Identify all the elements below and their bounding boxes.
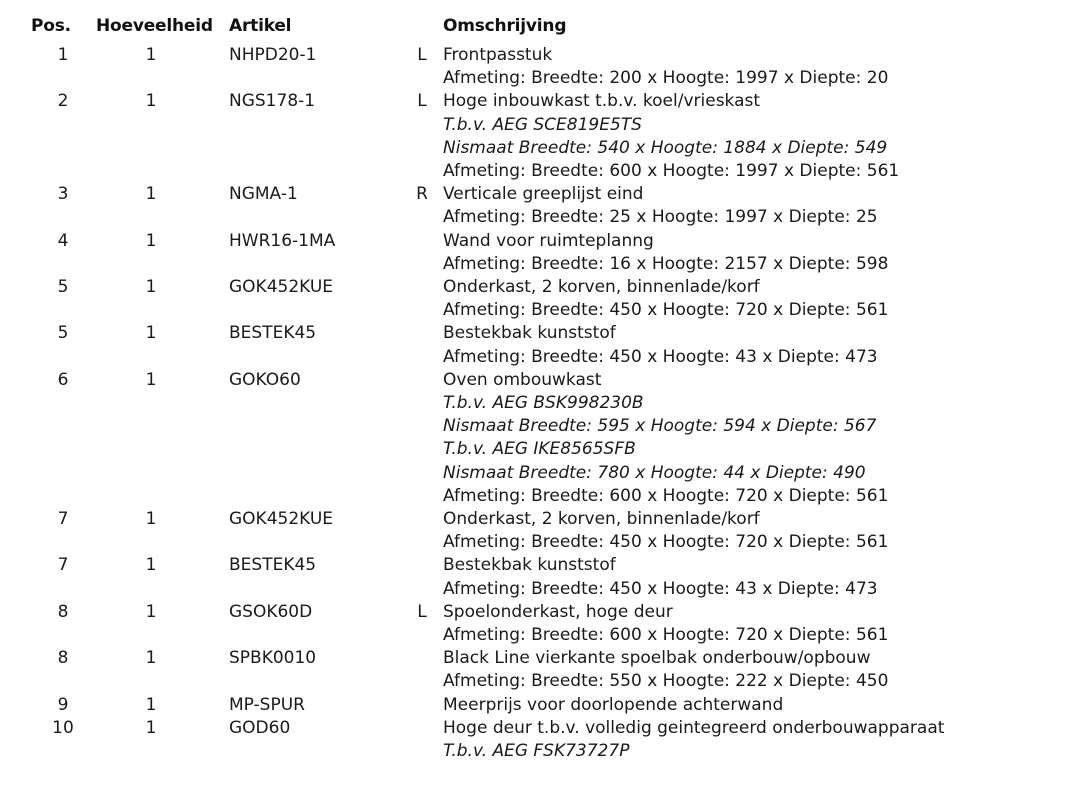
row-description — [443, 508, 888, 554]
description-detail-line: Nismaat Breedte: 540 x Hoogte: 1884 x Diepte: 549 — [443, 137, 888, 158]
row-pos: 9 — [57, 694, 69, 715]
row-article-code: NGS178-1 — [229, 91, 316, 112]
header-description: Omschrijving — [443, 16, 567, 36]
description-line: Hoge deur t.b.v. volledig geintegreerd onderbouwapparaat — [443, 717, 945, 738]
row-article-code: MP-SPUR — [229, 694, 305, 715]
description-detail-line: T.b.v. AEG BSK998230B — [443, 392, 644, 413]
row-article-code: GOKO60 — [229, 369, 301, 390]
row-quantity: 1 — [145, 369, 157, 390]
row-side: L — [417, 91, 427, 112]
row-article-code: BESTEK45 — [229, 323, 317, 344]
row-pos: 1 — [57, 45, 69, 65]
row-quantity: 1 — [145, 230, 157, 251]
header-pos: Pos. — [31, 16, 71, 36]
row-quantity: 1 — [145, 91, 157, 112]
description-detail-line: Nismaat Breedte: 595 x Hoogte: 594 x Diepte: 567 — [443, 416, 877, 437]
row-pos: 2 — [57, 91, 69, 112]
description-detail-line: T.b.v. AEG FSK73727P — [443, 740, 630, 761]
row-article-code: GOK452KUE — [229, 277, 334, 297]
row-quantity: 1 — [145, 555, 157, 576]
description-line: Afmeting: Breedte: 450 x Hoogte: 720 x Diepte: 561 — [443, 532, 889, 553]
description-line: Afmeting: Breedte: 600 x Hoogte: 1997 x Diepte: 561 — [443, 160, 900, 181]
description-detail-line: T.b.v. AEG SCE819E5TS — [443, 114, 642, 135]
description-line: Hoge inbouwkast t.b.v. koel/vrieskast — [443, 91, 761, 112]
row-description — [443, 694, 783, 717]
row-quantity: 1 — [145, 184, 157, 205]
row-pos: 7 — [57, 509, 69, 529]
description-line: Afmeting: Breedte: 450 x Hoogte: 720 x Diepte: 561 — [443, 300, 889, 321]
row-pos: 10 — [52, 717, 74, 738]
row-quantity: 1 — [145, 277, 157, 297]
row-description — [443, 369, 888, 508]
row-quantity: 1 — [145, 717, 157, 738]
row-description — [443, 322, 878, 368]
row-quantity: 1 — [145, 323, 157, 344]
description-line: Bestekbak kunststof — [443, 555, 616, 576]
row-pos: 7 — [57, 555, 69, 576]
row-quantity: 1 — [145, 509, 157, 529]
row-pos: 4 — [57, 230, 69, 251]
row-quantity: 1 — [145, 601, 157, 622]
description-line: Meerprijs voor doorlopende achterwand — [443, 694, 784, 715]
row-article-code: GOD60 — [229, 717, 291, 738]
row-quantity: 1 — [145, 45, 157, 65]
description-line: Onderkast, 2 korven, binnenlade/korf — [443, 277, 760, 297]
description-line: Spoelonderkast, hoge deur — [443, 601, 673, 622]
row-description — [443, 230, 888, 276]
description-line: Afmeting: Breedte: 450 x Hoogte: 43 x Diepte: 473 — [443, 346, 878, 367]
description-line: Black Line vierkante spoelbak onderbouw/opbouw — [443, 648, 871, 669]
row-pos: 3 — [57, 184, 69, 205]
row-quantity: 1 — [145, 694, 157, 715]
row-article-code: GSOK60D — [229, 601, 313, 622]
row-article-code: GOK452KUE — [229, 509, 334, 529]
description-detail-line: T.b.v. AEG IKE8565SFB — [443, 439, 636, 460]
description-line: Oven ombouwkast — [443, 369, 602, 390]
description-line: Afmeting: Breedte: 200 x Hoogte: 1997 x Diepte: 20 — [443, 68, 889, 89]
description-line: Afmeting: Breedte: 550 x Hoogte: 222 x Diepte: 450 — [443, 671, 889, 692]
row-description — [443, 717, 944, 763]
header-article: Artikel — [229, 16, 292, 36]
description-line: Afmeting: Breedte: 16 x Hoogte: 2157 x Diepte: 598 — [443, 253, 889, 274]
row-description — [443, 183, 878, 229]
row-article-code: HWR16-1MA — [229, 230, 336, 251]
row-pos: 8 — [57, 601, 69, 622]
description-line: Afmeting: Breedte: 600 x Hoogte: 720 x Diepte: 561 — [443, 485, 889, 506]
description-detail-line: Nismaat Breedte: 780 x Hoogte: 44 x Diepte: 490 — [443, 462, 866, 483]
row-article-code: SPBK0010 — [229, 648, 317, 669]
description-line: Afmeting: Breedte: 600 x Hoogte: 720 x Diepte: 561 — [443, 624, 889, 645]
row-side: R — [416, 184, 428, 205]
row-description — [443, 554, 878, 600]
row-description — [443, 90, 899, 183]
row-article-code: NHPD20-1 — [229, 45, 317, 65]
row-description — [443, 44, 888, 90]
row-quantity: 1 — [145, 648, 157, 669]
row-side: L — [417, 45, 427, 65]
row-pos: 8 — [57, 648, 69, 669]
row-description — [443, 601, 888, 647]
description-line: Afmeting: Breedte: 25 x Hoogte: 1997 x Diepte: 25 — [443, 207, 878, 228]
description-line: Wand voor ruimteplanng — [443, 230, 654, 251]
row-article-code: NGMA-1 — [229, 184, 298, 205]
description-line: Bestekbak kunststof — [443, 323, 616, 344]
description-line: Afmeting: Breedte: 450 x Hoogte: 43 x Diepte: 473 — [443, 578, 878, 599]
row-pos: 6 — [57, 369, 69, 390]
description-line: Frontpasstuk — [443, 45, 553, 65]
description-line: Onderkast, 2 korven, binnenlade/korf — [443, 509, 760, 529]
row-article-code: BESTEK45 — [229, 555, 317, 576]
row-pos: 5 — [57, 277, 69, 297]
row-side: L — [417, 601, 427, 622]
header-quantity: Hoeveelheid — [96, 16, 213, 36]
row-pos: 5 — [57, 323, 69, 344]
row-description — [443, 276, 888, 322]
description-line: Verticale greeplijst eind — [443, 184, 644, 205]
row-description — [443, 647, 888, 693]
